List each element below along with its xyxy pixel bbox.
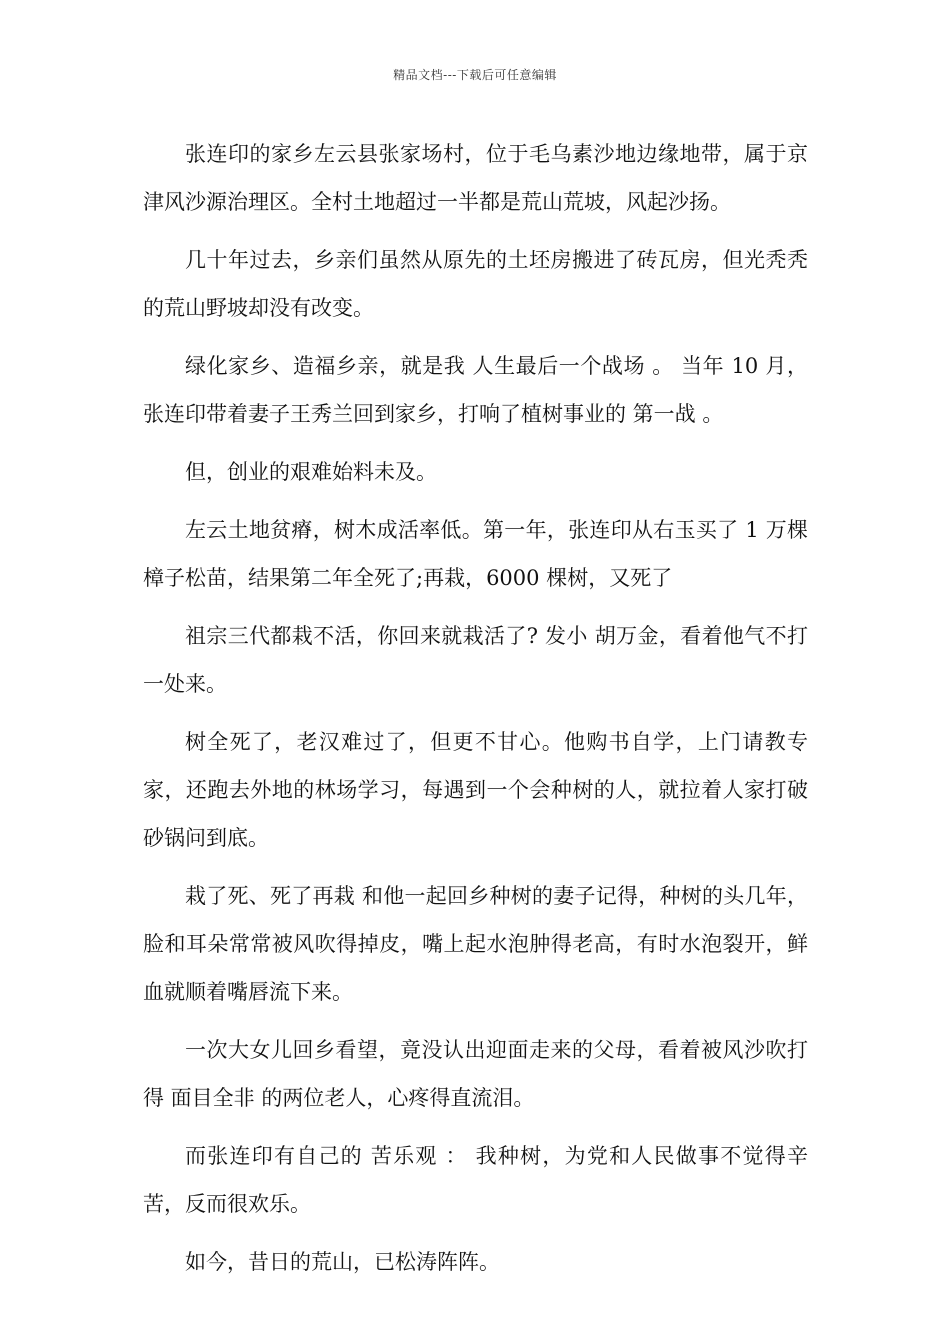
page-header: 精品文档---下载后可任意编辑 (393, 68, 557, 82)
paragraph-5: 左云土地贫瘠，树木成活率低。第一年，张连印从右玉买了 1 万棵樟子松苗，结果第二年全死了;再栽，6000 棵树，又死了 (143, 518, 808, 590)
paragraph-9: 一次大女儿回乡看望，竟没认出迎面走来的父母，看着被风沙吹打得 面目全非 的两位老人，心疼得直流泪。 (143, 1038, 808, 1110)
paragraph-4: 但，创业的艰难始料未及。 (185, 460, 437, 484)
paragraph-11: 如今，昔日的荒山，已松涛阵阵。 (185, 1250, 500, 1274)
paragraph-3: 绿化家乡、造福乡亲，就是我 人生最后一个战场 。 当年 10 月，张连印带着妻子王秀兰回到家乡，打响了植树事业的 第一战 。 (143, 354, 808, 426)
paragraph-7: 树全死了，老汉难过了，但更不甘心。他购书自学，上门请教专家，还跑去外地的林场学习，每遇到一个会种树的人，就拉着人家打破砂锅问到底。 (143, 730, 808, 850)
document-body (143, 130, 808, 1296)
paragraph-1: 张连印的家乡左云县张家场村，位于毛乌素沙地边缘地带，属于京津风沙源治理区。全村土地超过一半都是荒山荒坡，风起沙扬。 (143, 142, 808, 214)
paragraph-10: 而张连印有自己的 苦乐观 ： 我种树，为党和人民做事不觉得辛苦，反而很欢乐。 (143, 1144, 808, 1216)
paragraph-8: 栽了死、死了再栽 和他一起回乡种树的妻子记得，种树的头几年，脸和耳朵常常被风吹得掉皮，嘴上起水泡肿得老高，有时水泡裂开，鲜血就顺着嘴唇流下来。 (143, 884, 808, 1004)
paragraph-6: 祖宗三代都栽不活，你回来就栽活了? 发小 胡万金，看着他气不打一处来。 (143, 624, 808, 696)
paragraph-2: 几十年过去，乡亲们虽然从原先的土坯房搬进了砖瓦房，但光秃秃的荒山野坡却没有改变。 (143, 248, 808, 320)
